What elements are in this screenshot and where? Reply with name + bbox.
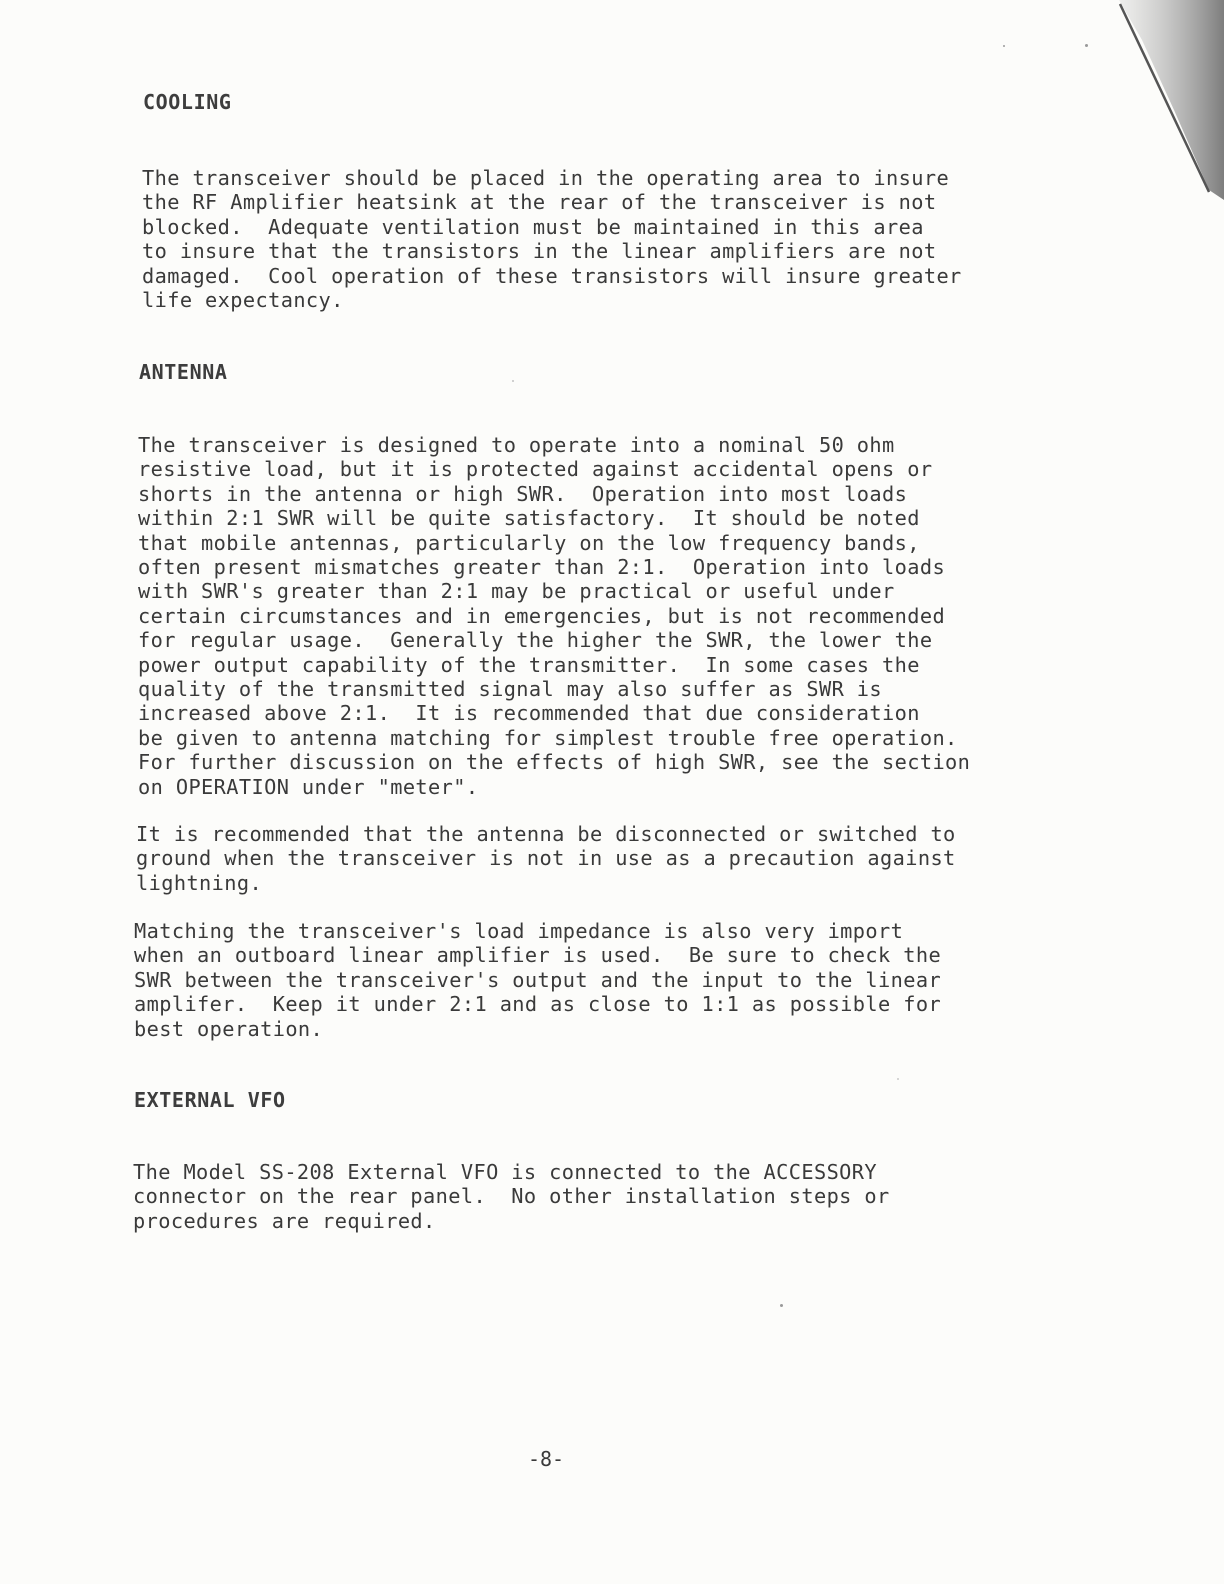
scan-corner-shadow [1024,0,1224,220]
speck [780,1304,783,1307]
speck [897,1078,899,1080]
speck [1085,44,1088,47]
antenna-paragraph-3: Matching the transceiver's load impedance is also very import when an outboard linear amplifier is used. Be sure to check the SWR between the transceiver's output and the input to the linear amplifer. Keep it under 2:1 and as close to 1:1 as possible for best operation. [134,919,942,1041]
antenna-paragraph-2: It is recommended that the antenna be disconnected or switched to ground when the transceiver is not in use as a precaution against lightning. [136,822,956,895]
section-heading-antenna: ANTENNA [139,360,228,384]
section-heading-external-vfo: EXTERNAL VFO [134,1088,286,1112]
speck [1003,45,1005,47]
external-vfo-paragraph: The Model SS-208 External VFO is connected to the ACCESSORY connector on the rear panel. No other installation steps or procedures are required. [133,1160,890,1233]
section-heading-cooling: COOLING [143,90,232,114]
speck [512,380,514,382]
page-number: -8- [527,1447,565,1471]
antenna-paragraph-1: The transceiver is designed to operate into a nominal 50 ohm resistive load, but it is protected against accidental opens or shorts in the antenna or high SWR. Operation into most loads within 2:1 SWR will be quite satisfactory. It should be noted that mobile antennas, particularly on the low frequency bands, often present mismatches greater than 2:1. Operation into loads with SWR's greater than 2:1 may be practical or useful under certain circumstances and in emergencies, but is not recommended for regular usage. Generally the higher the SWR, the lower the power output capability of the transmitter. In some cases the quality of the transmitted signal may also suffer as SWR is increased above 2:1. It is recommended that due consideration be given to antenna matching for simplest trouble free operation. For further discussion on the effects of high SWR, see the section on OPERATION under "meter". [138,433,971,799]
cooling-paragraph: The transceiver should be placed in the operating area to insure the RF Amplifier heatsink at the rear of the transceiver is not blocked. Adequate ventilation must be maintained in this area to insure that the transistors in the linear amplifiers are not damaged. Cool operation of these transistors will insure greater life expectancy. [142,166,962,313]
